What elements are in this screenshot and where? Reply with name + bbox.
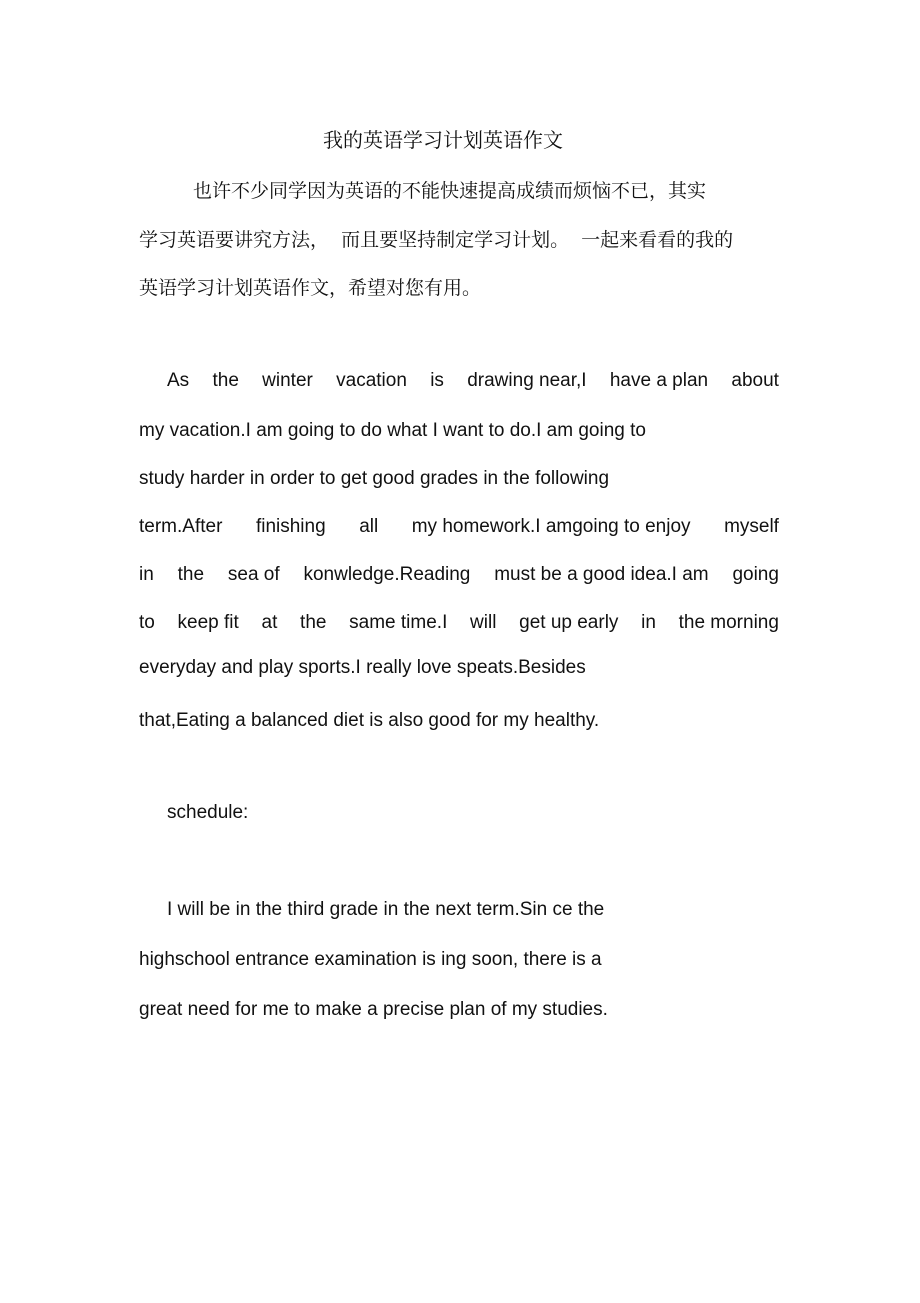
paragraph1-line-8: that,Eating a balanced diet is also good for my healthy.: [139, 710, 600, 731]
paragraph2-line-2: highschool entrance examination is ing soon, there is a: [139, 949, 602, 970]
word: about: [731, 370, 779, 391]
paragraph2-line-3: great need for me to make a precise plan of my studies.: [139, 999, 608, 1020]
word: will: [470, 612, 497, 633]
word: winter: [262, 370, 313, 391]
word: have a plan: [609, 370, 709, 391]
intro-line-1: 也许不少同学因为英语的不能快速提高成绩而烦恼不已，其实: [193, 180, 707, 202]
paragraph1-line-2: my vacation.I am going to do what I want to do.I am going to: [139, 420, 646, 441]
word: finishing: [255, 516, 326, 537]
word: vacation: [336, 370, 407, 391]
word: is: [430, 370, 444, 391]
word: the morning: [678, 612, 779, 633]
document-title: 我的英语学习计划英语作文: [323, 128, 563, 152]
word: get up early: [519, 612, 619, 633]
word: keep fit: [177, 612, 239, 633]
word: in: [641, 612, 656, 633]
paragraph1-line-5: [139, 564, 779, 586]
word: the: [212, 370, 239, 391]
word: same time.I: [349, 612, 448, 633]
intro-line-3: 英语学习计划英语作文，希望对您有用。: [139, 277, 482, 299]
word: to: [139, 612, 155, 633]
word: at: [261, 612, 278, 633]
word: konwledge.Reading: [303, 564, 471, 585]
word: sea of: [227, 564, 280, 585]
word: the: [177, 564, 205, 585]
word: the: [300, 612, 327, 633]
word: going: [732, 564, 779, 585]
word: term.After: [139, 516, 223, 537]
paragraph1-line-6: [139, 612, 779, 634]
word: my homework.I amgoing to enjoy: [411, 516, 691, 537]
paragraph1-line-3: study harder in order to get good grades in the following: [139, 468, 610, 489]
word: in: [139, 564, 154, 585]
word: must be a good idea.I am: [494, 564, 709, 585]
word: myself: [724, 516, 779, 537]
schedule-label: schedule:: [167, 802, 249, 823]
paragraph1-line-7: everyday and play sports.I really love speats.Besides: [139, 657, 586, 678]
paragraph1-line-1: [167, 370, 779, 392]
intro-line-2: 学习英语要讲究方法， 而且要坚持制定学习计划。 一起来看看的我的: [139, 229, 734, 251]
word: As: [167, 370, 190, 391]
paragraph1-line-4: [139, 516, 779, 538]
word: all: [359, 516, 379, 537]
paragraph2-line-1: I will be in the third grade in the next term.Sin ce the: [167, 899, 605, 920]
word: drawing near,I: [467, 370, 587, 391]
